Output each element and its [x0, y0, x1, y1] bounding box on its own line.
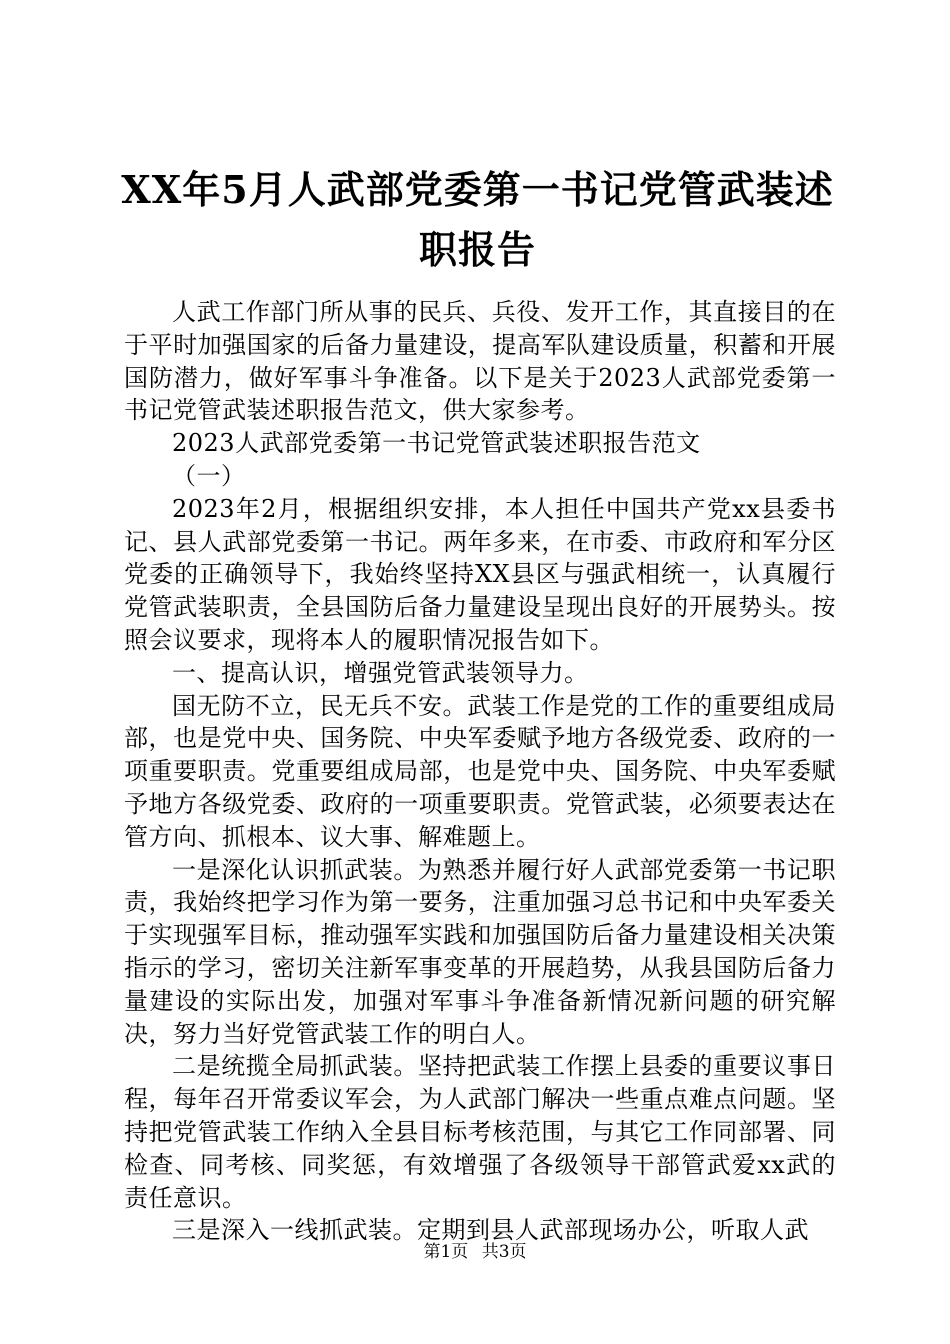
document-body [124, 296, 836, 1247]
paragraph-subtitle: 2023人武部党委第一书记党管武装述职报告范文 [172, 429, 701, 458]
paragraph-point-one: 一是深化认识抓武装。为熟悉并履行好人武部党委第一书记职责，我始终把学习作为第一要务，注重加强习总书记和中央军委关于实现强军目标，推动强军实践和加强国防后备力量建设相关决策指示的学习，密切关注新军事变革的开展趋势，从我县国防后备力量建设的实际出发，加强对军事斗争准备新情况新问题的研究解决，努力当好党管武装工作的明白人。 [124, 855, 836, 1048]
paragraph-point-three: 三是深入一线抓武装。定期到县人武部现场办公，听取人武 [172, 1216, 809, 1245]
paragraph-point-two: 二是统揽全局抓武装。坚持把武装工作摆上县委的重要议事日程，每年召开常委议军会，为人武部门解决一些重点难点问题。坚持把党管武装工作纳入全县目标考核范围，与其它工作同部署、同检查、同考核、同奖惩，有效增强了各级领导干部管武爱xx武的责任意识。 [124, 1052, 836, 1212]
paragraph-report-opening: 2023年2月，根据组织安排，本人担任中国共产党xx县委书记、县人武部党委第一书记。两年多来，在市委、市政府和军分区党委的正确领导下，我始终坚持XX县区与强武相统一，认真履行党管武装职责，全县国防后备力量建设呈现出良好的开展势头。按照会议要求，现将本人的履职情况报告如下。 [124, 494, 836, 654]
document-title: XX年5月人武部党委第一书记党管武装述职报告 [121, 167, 834, 272]
paragraph-heading-one: 一、提高认识，增强党管武装领导力。 [172, 658, 589, 687]
paragraph-section-number: （一） [172, 461, 246, 490]
paragraph-national-defense: 国无防不立，民无兵不安。武装工作是党的工作的重要组成局部，也是党中央、国务院、中央军委赋予地方各级党委、政府的一项重要职责。党重要组成局部，也是党中央、国务院、中央军委赋予地方各级党委、政府的一项重要职责。党管武装，必须要表达在管方向、抓根本、议大事、解难题上。 [124, 691, 836, 851]
paragraph-intro: 人武工作部门所从事的民兵、兵役、发开工作，其直接目的在于平时加强国家的后备力量建设，提高军队建设质量，积蓄和开展国防潜力，做好军事斗争准备。以下是关于2023人武部党委第一书记党管武装述职报告范文，供大家参考。 [124, 298, 836, 425]
page-number: 第1页 [423, 1242, 469, 1262]
page-footer [0, 1240, 950, 1264]
page-total: 共3页 [481, 1242, 527, 1262]
